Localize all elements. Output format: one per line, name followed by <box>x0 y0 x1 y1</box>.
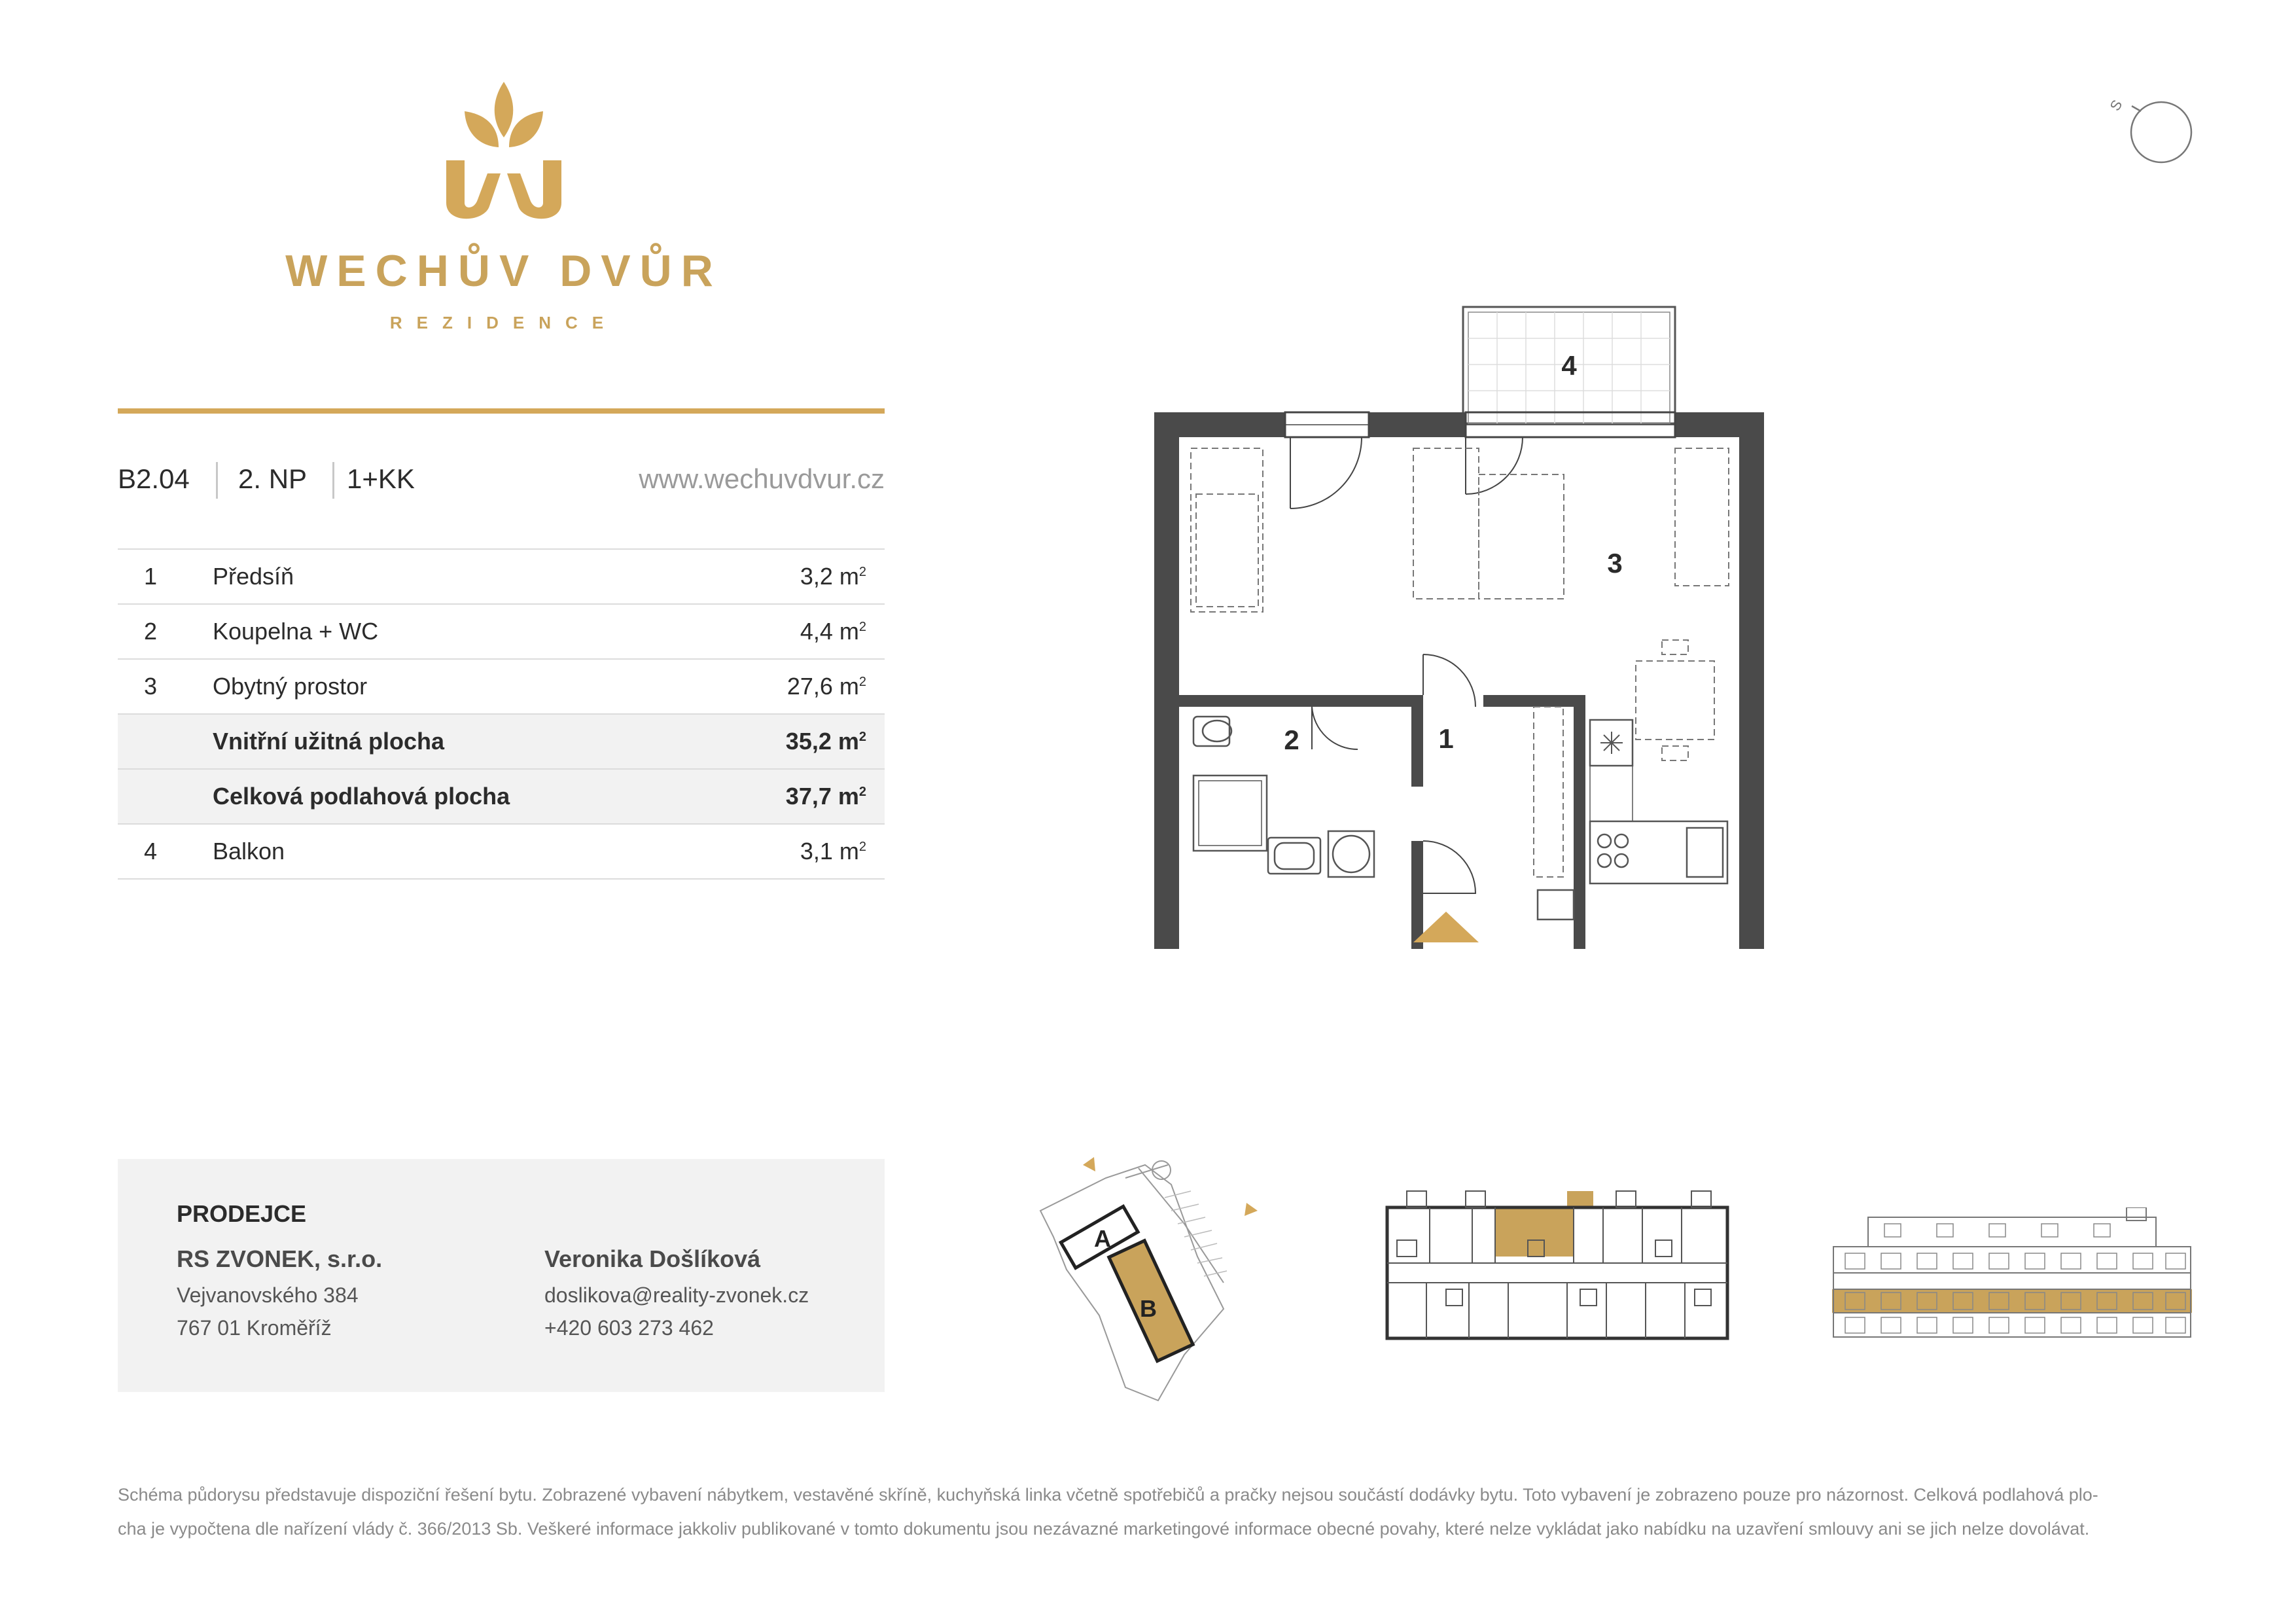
table-row <box>118 548 885 603</box>
room-area: 4,4 $m^2$ <box>800 618 866 645</box>
brand-name: WECHŮV DVŮR <box>285 246 722 296</box>
room-label-4: 4 <box>1561 350 1577 381</box>
sales-company: RS ZVONEK, s.r.o. <box>177 1245 383 1272</box>
direction-marker-icon <box>1245 1203 1258 1216</box>
building-b <box>1109 1241 1193 1361</box>
room-label-1: 1 <box>1438 723 1454 754</box>
room-name: Koupelna + WC <box>213 618 379 645</box>
room-area: 35,2 $m^2$ <box>785 728 866 755</box>
unit-type: 1+KK <box>347 463 415 494</box>
room-label-2: 2 <box>1284 724 1299 755</box>
room-area: 37,7 $m^2$ <box>785 783 866 810</box>
separator <box>216 462 218 499</box>
building-a-label: A <box>1094 1225 1111 1252</box>
room-area: 3,2 $m^2$ <box>800 563 866 590</box>
room-name: Obytný prostor <box>213 673 368 700</box>
divider <box>118 408 885 414</box>
room-number: 3 <box>144 673 158 700</box>
sales-phone[interactable]: +420 603 273 462 <box>544 1316 714 1340</box>
website-link[interactable]: www.wechuvdvur.cz <box>639 463 885 494</box>
room-name: Balkon <box>213 838 285 865</box>
table-row <box>118 603 885 658</box>
brand-subtitle: REZIDENCE <box>389 313 618 332</box>
furniture <box>1191 448 1729 877</box>
separator <box>332 462 334 499</box>
compass-label: S <box>2106 97 2126 114</box>
sales-street: Vejvanovského 384 <box>177 1283 359 1307</box>
sales-city: 767 01 Kroměříž <box>177 1316 332 1340</box>
unit-code: B2.04 <box>118 463 190 494</box>
site-plan <box>1027 1139 1289 1414</box>
building-b-label: B <box>1140 1295 1157 1322</box>
kitchen <box>1538 720 1727 919</box>
room-area: 27,6 $m^2$ <box>786 673 866 700</box>
sales-agent: Veronika Došlíková <box>544 1245 761 1272</box>
room-name: Vnitřní užitná plocha <box>213 728 445 755</box>
table-row-total <box>118 713 885 768</box>
room-name: Předsíň <box>213 563 294 590</box>
sales-title: PRODEJCE <box>177 1200 307 1227</box>
building-elevation <box>1832 1207 2192 1338</box>
room-label-3: 3 <box>1607 548 1623 579</box>
room-name: Celková podlahová plocha <box>213 783 510 810</box>
floor-plan <box>1139 298 1767 949</box>
room-area: 3,1 $m^2$ <box>800 838 866 865</box>
floor-key-plan <box>1381 1181 1734 1345</box>
compass-icon <box>2094 92 2199 170</box>
rooms-table <box>118 548 885 880</box>
unit-floor: 2. NP <box>238 463 308 494</box>
disclaimer-line: cha je vypočtena dle nařízení vlády č. 366/2013 Sb. Veškeré informace jakkoliv publikované v tomto dokumentu jsou nezávazné marketingové informace obecné povahy, které nelze vykládat jako nabídku na uzavření smlouvy ani se jich nelze dovolávat. <box>118 1519 2090 1539</box>
room-number: 4 <box>144 838 158 865</box>
table-row <box>118 823 885 880</box>
disclaimer-line: Schéma půdorysu představuje dispoziční řešení bytu. Zobrazené vybavení nábytkem, vestavěné skříně, kuchyňská linka včetně spotřebičů a pračky nejsou součástí dodávky bytu. Toto vybavení je zobrazeno pouze pro názornost. Celková podlahová plo- <box>118 1485 2098 1505</box>
direction-marker-icon <box>1083 1157 1095 1171</box>
room-number: 2 <box>144 618 158 645</box>
room-number: 1 <box>144 563 158 590</box>
table-row-total <box>118 768 885 823</box>
disclaimer <box>118 1478 2199 1546</box>
sales-email[interactable]: doslikova@reality-zvonek.cz <box>544 1283 809 1307</box>
sales-box <box>118 1159 885 1392</box>
walls <box>1154 412 1764 949</box>
logo-mark <box>438 75 569 226</box>
bathroom-fixtures <box>1191 707 1411 949</box>
table-row <box>118 658 885 713</box>
